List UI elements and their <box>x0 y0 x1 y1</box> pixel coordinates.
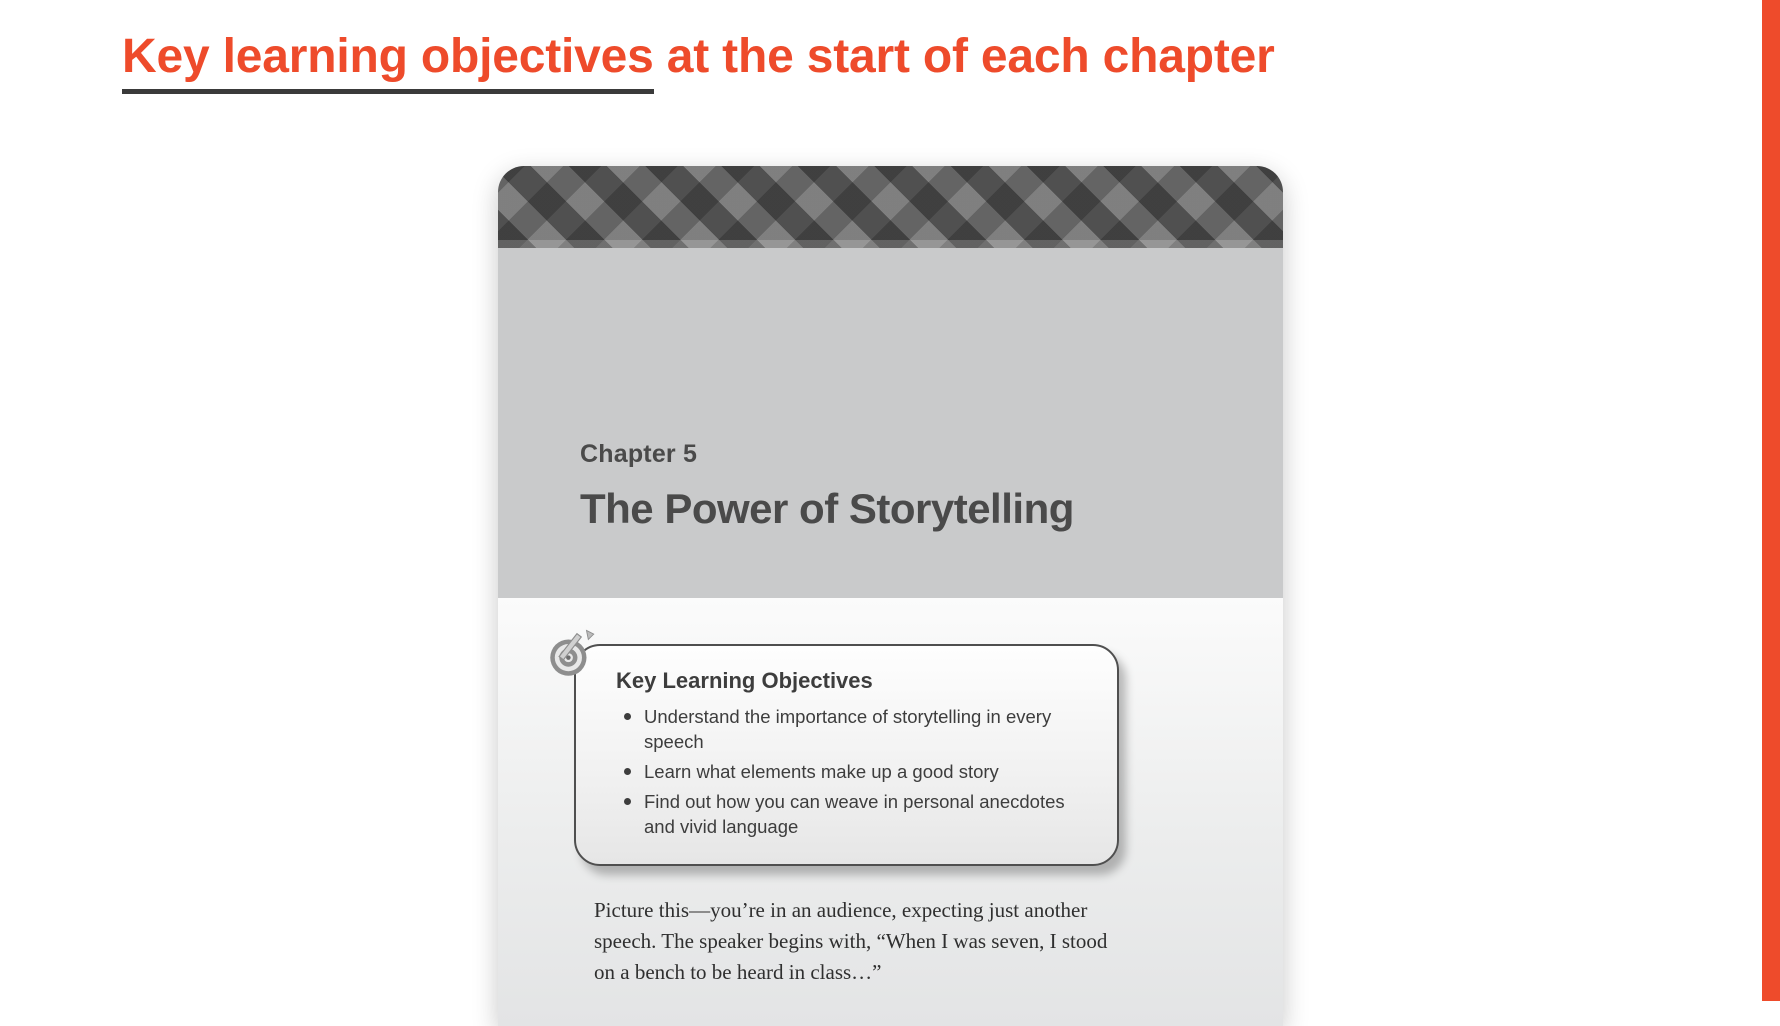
list-item: Understand the importance of storytelling in every speech <box>616 704 1091 754</box>
page-body <box>498 598 1283 1026</box>
page-title-rest: at the start of each chapter <box>653 30 1275 83</box>
chapter-hero <box>498 248 1283 598</box>
key-learning-objectives-callout <box>574 644 1119 866</box>
page-title-emphasis: Key learning objectives <box>122 30 654 94</box>
chapter-title: The Power of Storytelling <box>580 485 1074 532</box>
right-accent-bar <box>1762 0 1780 1001</box>
page-title <box>122 28 1682 86</box>
book-page-card <box>498 166 1283 1026</box>
plaid-header-band <box>498 166 1283 248</box>
list-item: Find out how you can weave in personal anecdotes and vivid language <box>616 789 1091 839</box>
objectives-title: Key Learning Objectives <box>616 668 873 693</box>
target-icon <box>543 625 601 683</box>
list-item: Learn what elements make up a good story <box>616 759 1091 784</box>
body-paragraph: Picture this—you’re in an audience, expecting just another speech. The speaker begins with, “When I was seven, I stood on a bench to be heard in class…” <box>594 898 1108 984</box>
chapter-label: Chapter 5 <box>580 440 698 468</box>
objectives-list <box>616 704 1091 839</box>
